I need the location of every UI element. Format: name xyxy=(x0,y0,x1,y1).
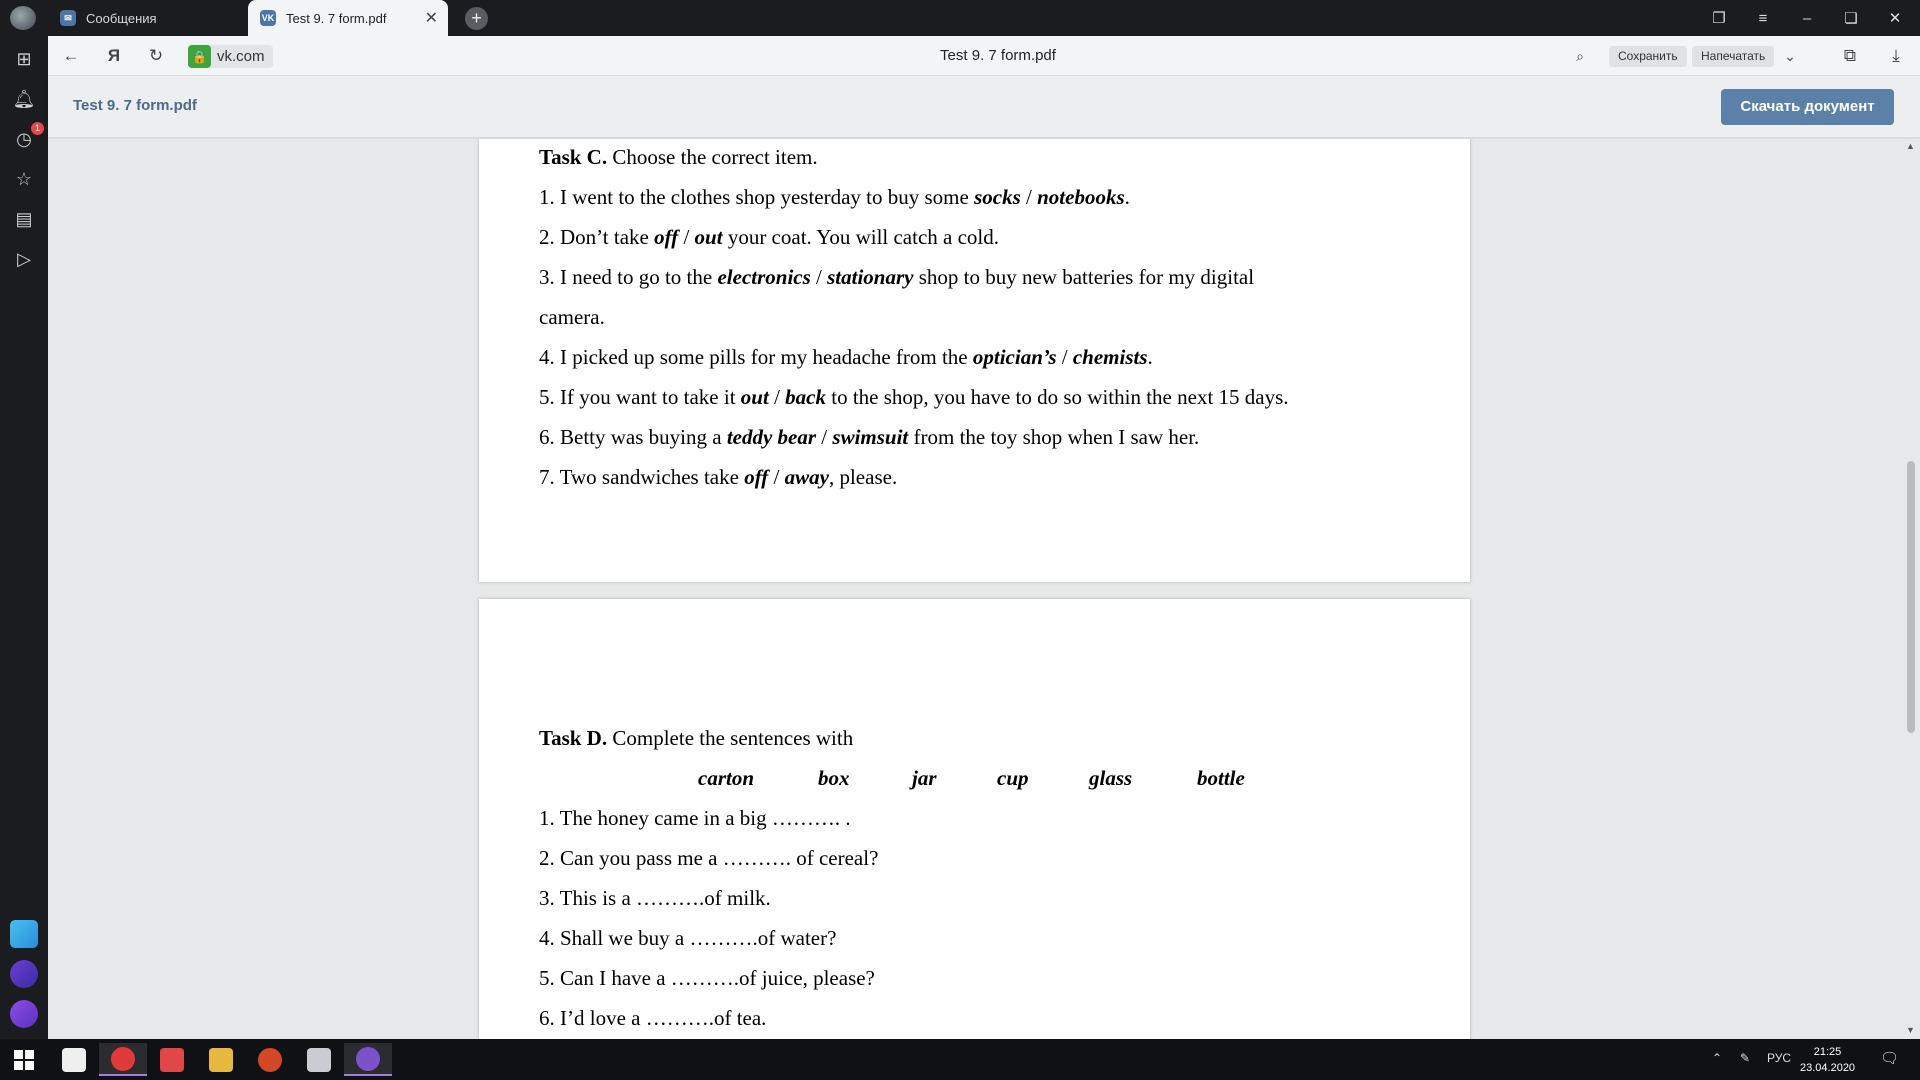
scroll-up-icon[interactable]: ▲ xyxy=(1906,141,1915,151)
new-tab-button[interactable]: + xyxy=(465,7,488,30)
task-c-item: 4. I picked up some pills for my headache from the optician’s / chemists. xyxy=(539,345,1153,369)
notification-badge: 1 xyxy=(31,122,44,135)
back-arrow-icon[interactable]: ← xyxy=(62,46,80,65)
tab-pdf[interactable] xyxy=(248,0,448,36)
viewer-scrollbar[interactable] xyxy=(1902,139,1920,1039)
pdf-page xyxy=(479,139,1470,582)
tab-title: Сообщения xyxy=(86,10,157,26)
star-icon[interactable]: ☆ xyxy=(15,169,33,189)
task-c-item: 3. I need to go to the electronics / stationary shop to buy new batteries for my digital xyxy=(539,265,1255,289)
browser-logo-icon[interactable] xyxy=(10,6,36,30)
bookmarks-icon[interactable]: ❐ xyxy=(1712,10,1726,27)
task-c-item: 1. I went to the clothes shop yesterday to buy some socks / notebooks. xyxy=(539,185,1130,209)
clock-date: 23.04.2020 xyxy=(1800,1062,1856,1074)
task-c-item: 6. Betty was buying a teddy bear / swimsuit from the toy shop when I saw her. xyxy=(539,425,1200,449)
scroll-down-icon[interactable]: ▼ xyxy=(1906,1025,1915,1035)
play-icon[interactable]: ▷ xyxy=(17,249,31,269)
task-c-item: 5. If you want to take it out / back to the shop, you have to do so within the next 15 days. xyxy=(539,385,1289,409)
powerpoint-icon[interactable] xyxy=(246,1043,294,1076)
pdf-page xyxy=(479,599,1470,1039)
yandex-app-icon[interactable] xyxy=(148,1043,196,1076)
language-indicator[interactable]: РУС xyxy=(1767,1051,1792,1065)
word-option: box xyxy=(818,766,850,790)
word-option: carton xyxy=(698,766,755,790)
task-c-item: 2. Don’t take off / out your coat. You will catch a cold. xyxy=(539,225,1000,249)
word-option: glass xyxy=(1089,766,1133,790)
sidebar xyxy=(0,36,48,1039)
history-icon[interactable]: ◷ xyxy=(16,129,32,149)
print-button[interactable]: Напечатать xyxy=(1692,46,1774,67)
messages-icon: ✉ xyxy=(60,10,76,26)
collections-icon[interactable]: ⧉ xyxy=(1843,46,1857,65)
domain-text: vk.com xyxy=(217,48,265,65)
minimize-icon[interactable]: – xyxy=(1802,9,1812,27)
task-d-item: 2. Can you pass me a ………. of cereal? xyxy=(539,846,879,870)
yandex-browser-icon[interactable] xyxy=(99,1043,147,1076)
download-document-button[interactable]: Скачать документ xyxy=(1721,89,1894,125)
clock[interactable] xyxy=(1800,1044,1855,1076)
address-bar xyxy=(48,36,1920,76)
notes-icon[interactable]: ▤ xyxy=(15,209,33,229)
task-d-item: 4. Shall we buy a ……….of water? xyxy=(539,926,837,950)
close-window-icon[interactable]: ✕ xyxy=(1888,10,1902,27)
menu-icon[interactable]: ≡ xyxy=(1758,9,1768,27)
vk-icon: VK xyxy=(260,10,276,26)
task-c-item: 7. Two sandwiches take off / away, please. xyxy=(539,465,898,489)
lock-icon: 🔒 xyxy=(188,45,211,68)
file-explorer-icon[interactable] xyxy=(197,1043,245,1076)
taskbar xyxy=(0,1039,1920,1080)
pen-icon[interactable]: ✎ xyxy=(1740,1051,1751,1065)
assistant-app-icon[interactable] xyxy=(10,1000,38,1028)
windows-start-icon[interactable] xyxy=(0,1043,48,1076)
task-d-item: 6. I’d love a ……….of tea. xyxy=(539,1006,767,1030)
close-tab-icon[interactable]: ✕ xyxy=(424,10,438,27)
task-d-item: 1. The honey came in a big ………. . xyxy=(539,806,851,830)
word-option: bottle xyxy=(1197,766,1245,790)
tab-strip xyxy=(0,0,1920,36)
chevron-down-icon[interactable]: ⌄ xyxy=(1784,48,1796,64)
alice-app-icon[interactable] xyxy=(10,960,38,988)
reload-icon[interactable]: ↻ xyxy=(148,46,164,65)
restore-icon[interactable]: ❏ xyxy=(1844,10,1858,27)
download-icon[interactable]: ⤓ xyxy=(1892,46,1900,65)
document-name: Test 9. 7 form.pdf xyxy=(73,97,197,114)
yandex-icon[interactable]: Я xyxy=(107,46,121,65)
bell-icon[interactable]: 🔔︎ xyxy=(12,89,36,109)
task-c-heading: Task C. Choose the correct item. xyxy=(539,145,818,169)
pdf-viewer[interactable] xyxy=(48,139,1902,1039)
save-button[interactable]: Сохранить xyxy=(1609,46,1687,67)
store-icon[interactable] xyxy=(50,1043,98,1076)
task-d-heading: Task D. Complete the sentences with xyxy=(539,726,854,750)
app-icon[interactable] xyxy=(295,1043,343,1076)
telegram-app-icon[interactable] xyxy=(10,920,38,948)
word-option: jar xyxy=(912,766,937,790)
task-d-item: 5. Can I have a ……….of juice, please? xyxy=(539,966,875,990)
zoom-icon[interactable]: ⌕ xyxy=(1576,48,1584,64)
tray-chevron-up-icon[interactable]: ⌃ xyxy=(1712,1051,1723,1065)
document-header xyxy=(48,76,1920,138)
task-c-continuation: camera. xyxy=(539,305,605,329)
viber-icon[interactable] xyxy=(344,1043,392,1076)
apps-grid-icon[interactable]: ⊞ xyxy=(16,49,32,69)
page-title: Test 9. 7 form.pdf xyxy=(940,47,1056,64)
tab-messages[interactable] xyxy=(48,0,248,36)
action-center-icon[interactable]: 🗨︎ xyxy=(1880,1050,1900,1067)
tab-title: Test 9. 7 form.pdf xyxy=(286,10,387,26)
task-d-item: 3. This is a ……….of milk. xyxy=(539,886,771,910)
clock-time: 21:25 xyxy=(1813,1046,1842,1058)
scroll-thumb[interactable] xyxy=(1907,461,1915,733)
word-option: cup xyxy=(997,766,1029,790)
